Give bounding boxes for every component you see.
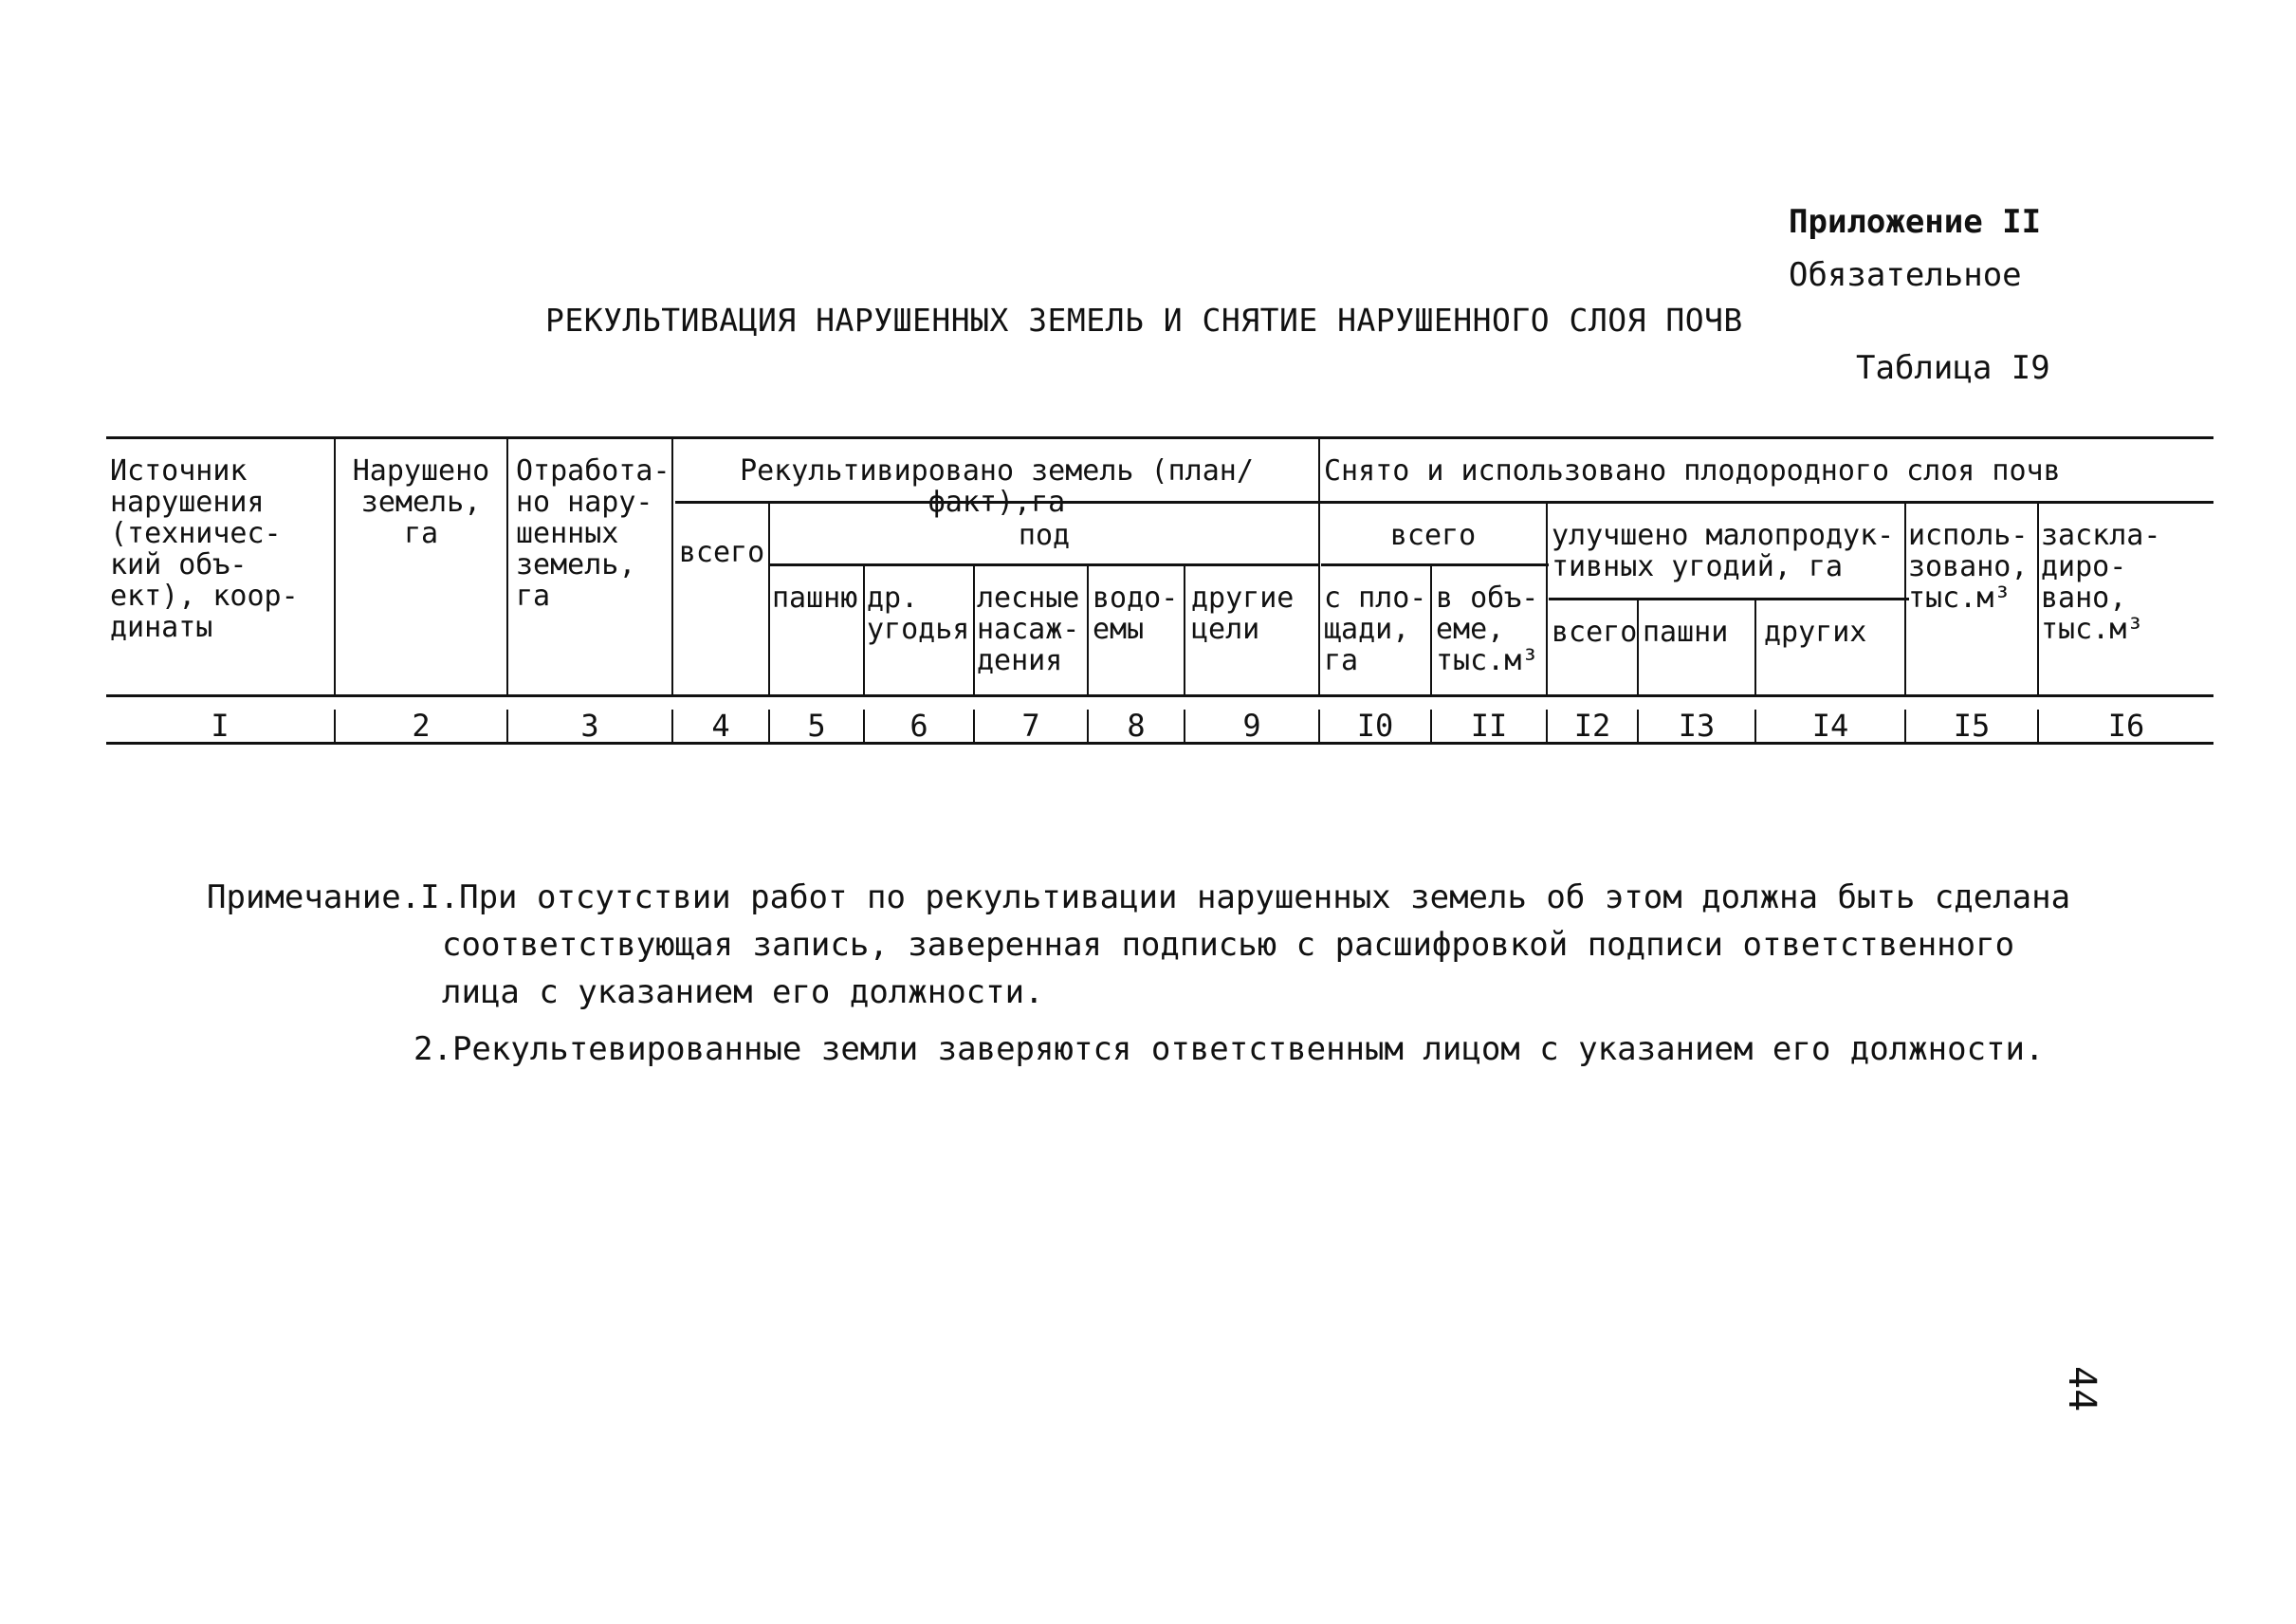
column-number: 3: [580, 708, 599, 744]
column-number: 5: [807, 708, 826, 744]
header-improved-total: всего: [1552, 616, 1638, 649]
header-by-area: с пло- щади, га: [1324, 581, 1427, 677]
header-removed-total: всего: [1389, 519, 1477, 552]
header-improved: улучшено малопродук- тивных угодий, га: [1552, 519, 1895, 583]
header-recultivated: Рекультивировано земель (план/факт),га: [740, 454, 1254, 519]
table-label: Таблица I9: [1856, 349, 2050, 387]
column-number: I6: [2107, 708, 2145, 744]
header-disturbed: Нарушено земель, га: [352, 454, 490, 550]
column-number: II: [1470, 708, 1508, 744]
header-used: исполь- зовано, тыс.м³: [1908, 519, 2029, 615]
col-rule: [2037, 501, 2039, 694]
col-rule: [1087, 563, 1089, 694]
header-ponds: водо- емы: [1093, 581, 1179, 646]
status-label: Обязательное: [1789, 256, 2022, 294]
column-number: I3: [1678, 708, 1716, 744]
col-rule: [1184, 563, 1185, 694]
col-rule: [1430, 563, 1432, 694]
column-number: 9: [1242, 708, 1261, 744]
col-rule: [973, 563, 975, 694]
rule-under: [770, 563, 1320, 566]
column-number: 4: [711, 708, 730, 744]
col-rule: [671, 436, 673, 694]
header-removed: Снято и использовано плодородного слоя почв: [1324, 454, 2061, 488]
col-rule: [506, 436, 508, 694]
col-rule: [1318, 436, 1320, 694]
rule-removed: [1321, 563, 1549, 566]
column-number: 8: [1127, 708, 1146, 744]
header-improved-other: других: [1764, 616, 1867, 649]
header-stored: заскла- диро- вано, тыс.м³: [2041, 519, 2161, 646]
header-by-volume: в объ- еме, тыс.м³: [1436, 581, 1539, 677]
note-line-2: соответствующая запись, заверенная подписью с расшифровкой подписи ответственного: [442, 926, 2015, 964]
note-line-1: Примечание.I.При отсутствии работ по рекультивации нарушенных земель об этом должна быть сделана: [207, 878, 2071, 916]
col-rule: [863, 563, 865, 694]
column-number: I: [211, 708, 230, 744]
col-rule: [1904, 501, 1906, 694]
column-number: 6: [909, 708, 928, 744]
header-worked: Отработа- но нару- шенных земель, га: [516, 454, 670, 613]
header-other-purposes: другие цели: [1191, 581, 1295, 646]
header-forest: лесные насаж- дения: [977, 581, 1080, 677]
header-under: под: [1018, 519, 1071, 552]
table-header-bottom-rule: [106, 694, 2213, 697]
col-rule: [1546, 501, 1548, 694]
column-number: I0: [1356, 708, 1394, 744]
note-line-3: лица с указанием его должности.: [442, 973, 1044, 1011]
col-rule: [1754, 598, 1756, 694]
appendix-label: Приложение II: [1789, 203, 2042, 241]
header-arable: пашню: [772, 581, 858, 615]
col-rule: [334, 436, 336, 694]
column-number: I4: [1811, 708, 1849, 744]
column-number: I2: [1573, 708, 1611, 744]
column-number: 7: [1021, 708, 1040, 744]
column-number: I5: [1953, 708, 1991, 744]
note-line-4: 2.Рекультевированные земли заверяются ответственным лицом с указанием его должности.: [413, 1030, 2045, 1068]
header-improved-arable: пашни: [1643, 616, 1729, 649]
header-total: всего: [678, 536, 765, 569]
header-other-lands: др. угодья: [867, 581, 970, 646]
page-title: РЕКУЛЬТИВАЦИЯ НАРУШЕННЫХ ЗЕМЕЛЬ И СНЯТИЕ НАРУШЕННОГО СЛОЯ ПОЧВ: [545, 302, 1743, 339]
page-number: 44: [2060, 1366, 2103, 1412]
table-top-rule: [106, 436, 2213, 439]
header-source: Источник нарушения (техничес- кий объ- ект), коор- динаты: [110, 454, 299, 644]
column-number: 2: [412, 708, 431, 744]
rule-improved: [1549, 598, 1909, 600]
